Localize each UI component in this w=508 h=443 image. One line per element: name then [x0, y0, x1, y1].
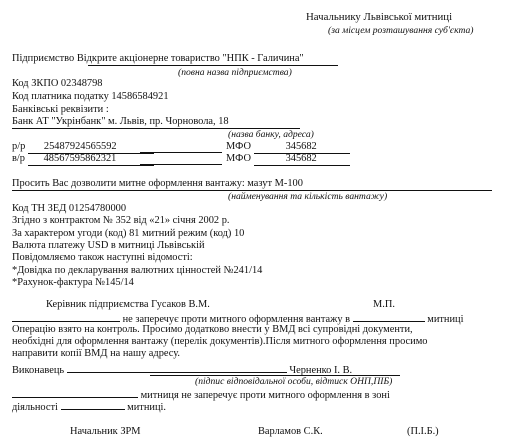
customs-name-blank-3 — [12, 388, 138, 398]
executor-note: (підпис відповідальної особи, відтиск ОНП,ПІБ) — [195, 376, 393, 387]
request-note: (найменування та кількість вантажу) — [228, 191, 388, 202]
bank-details-label: Банківські реквізити : — [12, 104, 109, 115]
customs-name-blank-2 — [353, 312, 425, 322]
customs-name-blank-4 — [61, 400, 125, 410]
mfo-2-label: МФО — [226, 153, 251, 164]
enterprise-line — [12, 53, 304, 65]
enterprise-name: Відкрите акціонерне товариство "НПК - Галичина" — [76, 53, 304, 64]
customs-word-2: митниці. — [127, 402, 166, 413]
accepted-line-1: Операцію взято на контроль. Просимо додатково внести у ВМД всі супровідні документи, — [12, 324, 413, 335]
mfo-2-row — [226, 153, 350, 166]
accepted-line-3: направити копії ВМД на нашу адресу. — [12, 348, 180, 359]
hs-code: Код ТН ЗЕД 01254780000 — [12, 203, 127, 214]
executor-label: Виконавець — [12, 365, 65, 376]
activity-row — [12, 400, 166, 414]
enterprise-label: Підприємство — [12, 53, 75, 64]
supporting-document-1: *Довідка по декларування валютних цінностей №241/14 — [12, 265, 263, 276]
account-2-prefix: в/р — [12, 153, 25, 164]
contract-line: Згідно з контрактом № 352 від «21» січня 2002 р. — [12, 215, 230, 226]
zkpo-code: Код ЗКПО 02348798 — [12, 78, 103, 89]
pib-label: (П.І.Б.) — [407, 426, 439, 437]
executor-signature-blank — [67, 363, 287, 373]
tax-code: Код платника податку 14586584921 — [12, 91, 169, 102]
customs-word-1: митниці — [427, 314, 464, 325]
account-2-number: 48567595862321 — [28, 153, 154, 166]
account-1-prefix: р/р — [12, 141, 26, 152]
mfo-1-value: 345682 — [254, 141, 350, 154]
account-2-fill-line — [140, 164, 222, 165]
zrm-head-label: Начальник ЗРМ — [70, 426, 141, 437]
also-info-line: Повідомляємо також наступні відомості: — [12, 252, 193, 263]
activity-word: діяльності — [12, 402, 58, 413]
executor-name: Черненко І. В. — [289, 365, 353, 376]
customs-name-blank-1 — [12, 312, 120, 322]
bank-note: (назва банку, адреса) — [228, 129, 314, 140]
no-objection-text-2: митниця не заперечує проти митного оформлення в зоні — [140, 390, 390, 401]
accepted-line-2: необхідні для оформлення вантажу (перелік документів).Після митного оформлення просимо — [12, 336, 428, 347]
addressee-note: (за місцем розташування суб'єкта) — [328, 25, 474, 36]
bank-line: Банк АТ "Укрінбанк" м. Львів, пр. Чорновола, 18 — [12, 116, 229, 127]
deal-type-line: За характером угоди (код) 81 митний режим (код) 10 — [12, 228, 245, 239]
enterprise-name-underline — [88, 65, 338, 66]
head-of-enterprise-line: Керівник підприємства Гусаков В.М. — [46, 299, 210, 310]
mfo-1-label: МФО — [226, 141, 251, 152]
no-objection-text-1: не заперечує проти митного оформлення вантажу в — [122, 314, 351, 325]
request-text: Просить Вас дозволити митне оформлення вантажу: мазут М-100 — [12, 178, 303, 189]
mfo-2-value: 345682 — [254, 153, 350, 166]
stamp-place-label: М.П. — [373, 299, 395, 310]
supporting-document-2: *Рахунок-фактура №145/14 — [12, 277, 134, 288]
zrm-head-name: Варламов С.К. — [258, 426, 323, 437]
currency-line: Валюта платежу USD в митниці Львівській — [12, 240, 205, 251]
addressee: Начальнику Львівської митниці — [306, 11, 453, 23]
enterprise-name-note: (повна назва підприємства) — [178, 67, 292, 78]
account-1-number: 25487924565592 — [28, 141, 154, 154]
account-2-row — [12, 153, 154, 166]
